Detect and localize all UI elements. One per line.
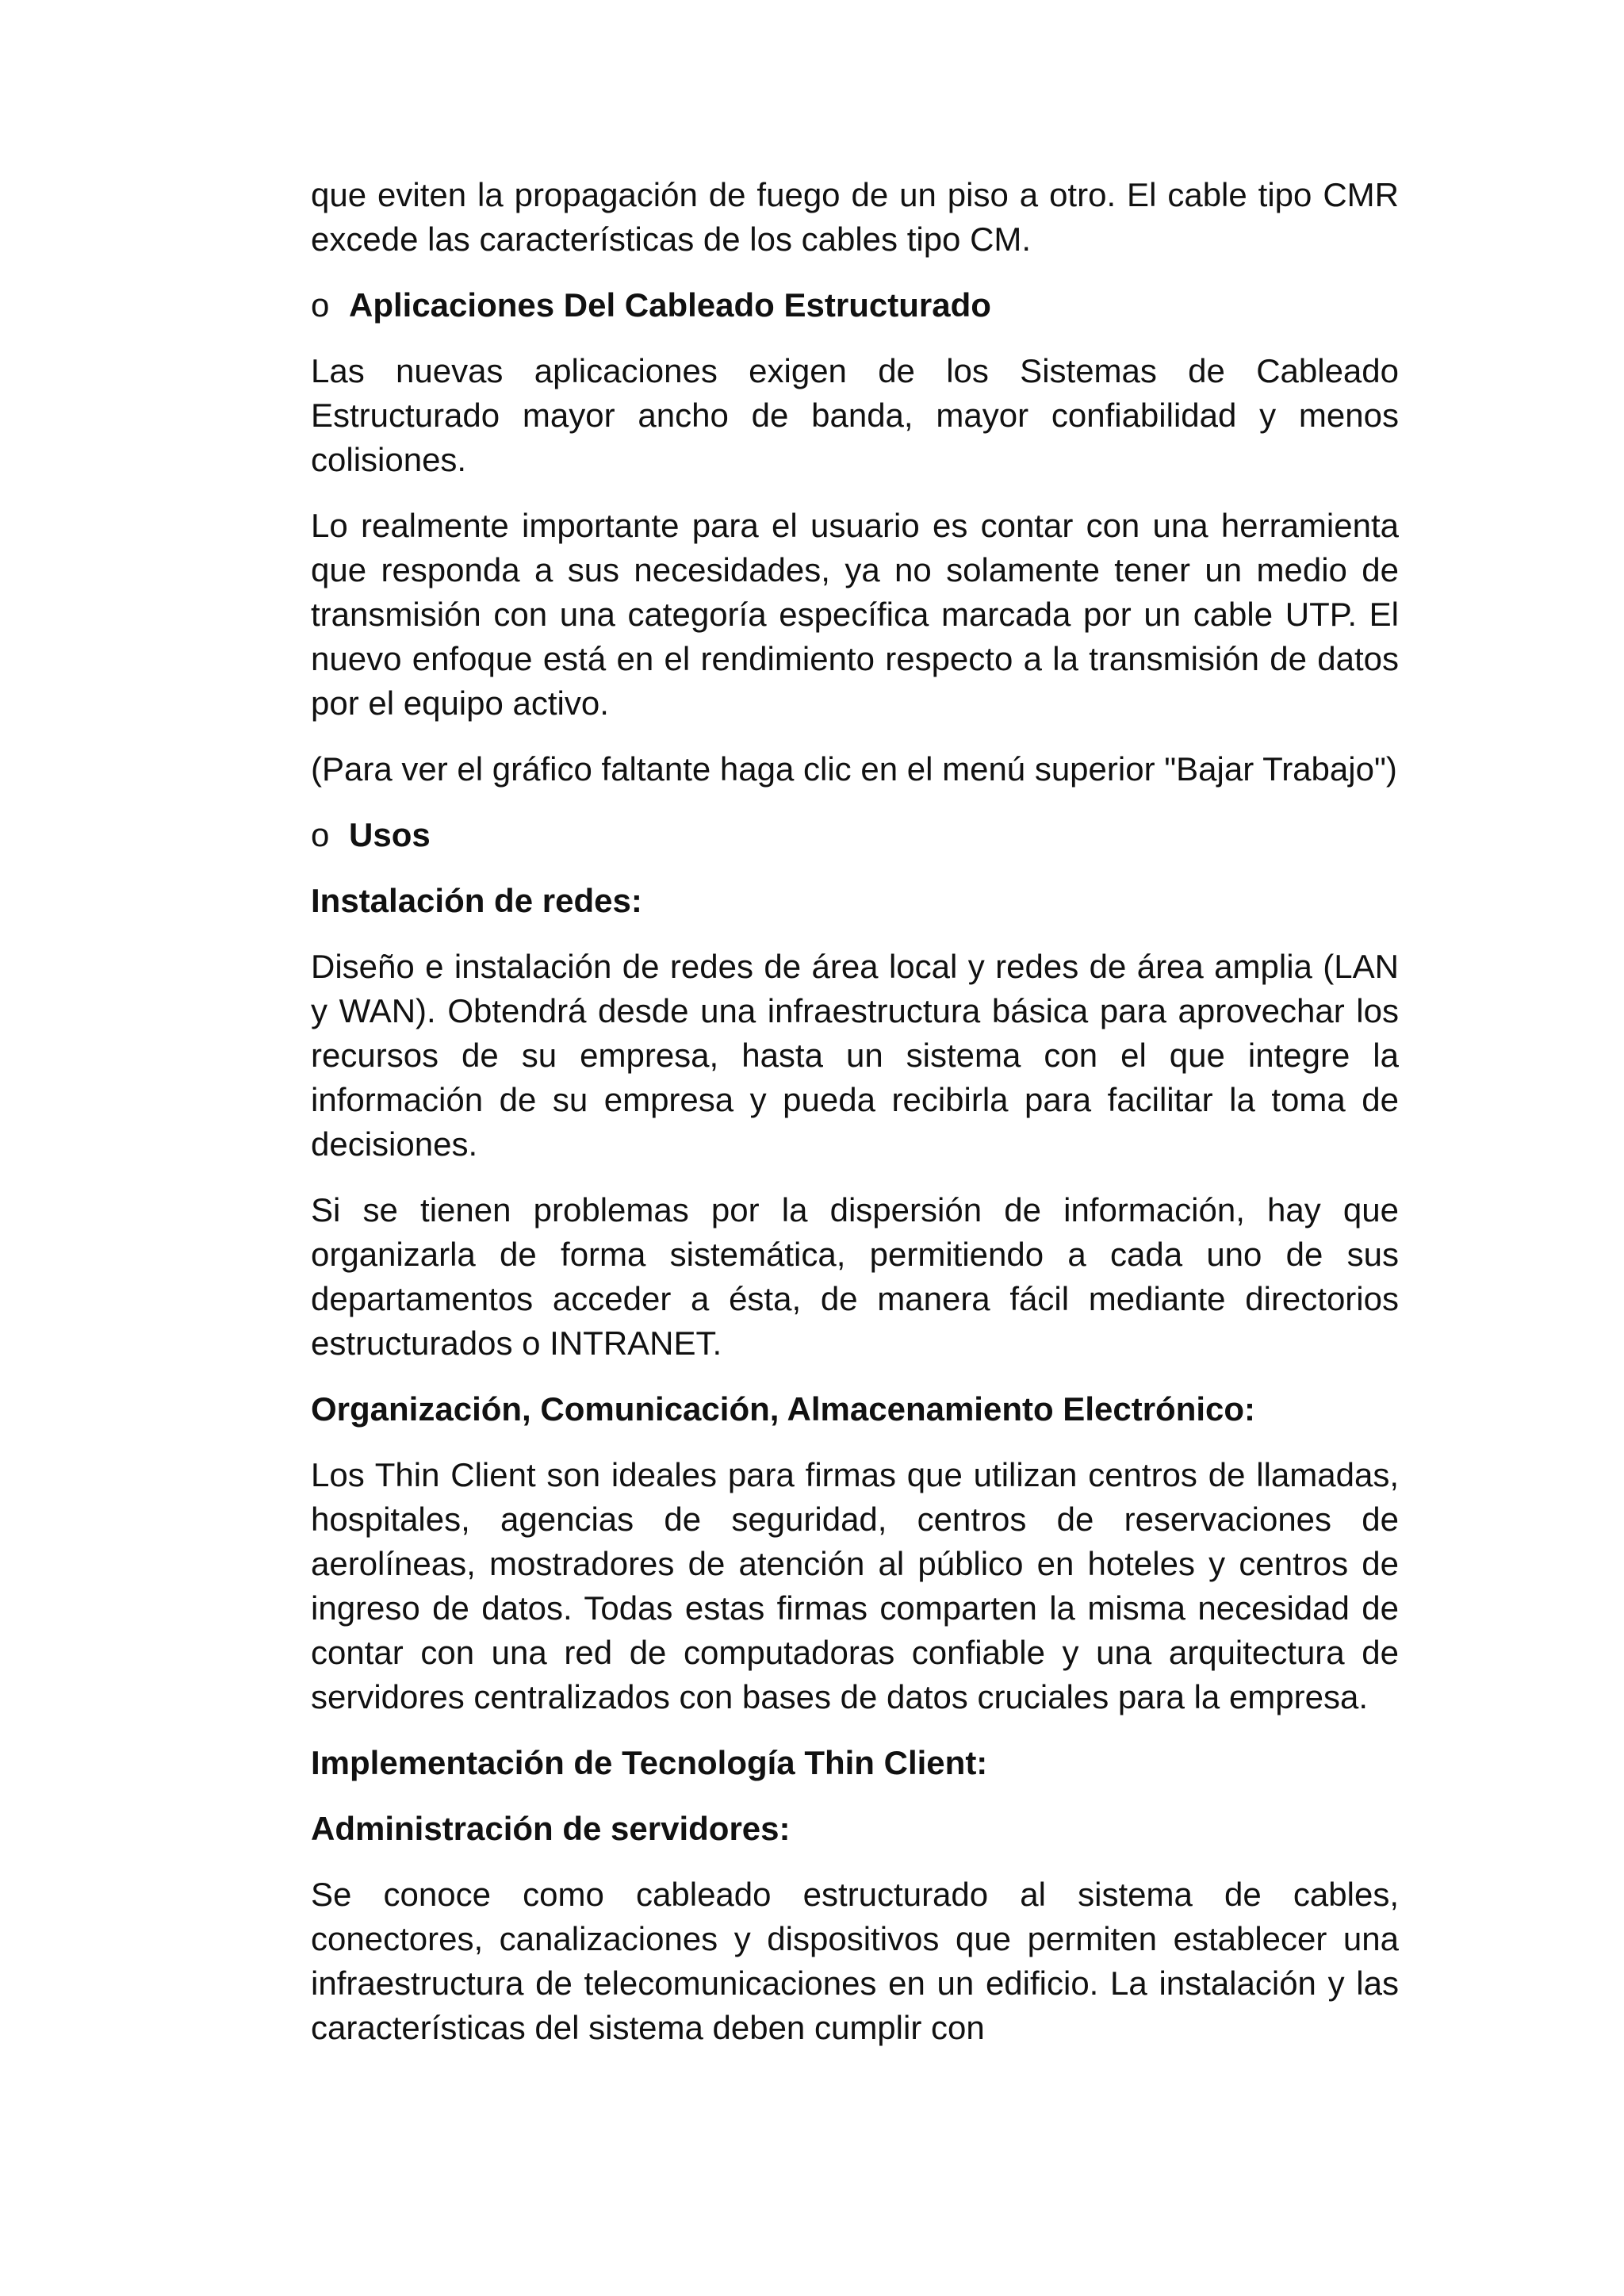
heading-text: Usos: [349, 816, 431, 853]
paragraph-fire-propagation: que eviten la propagación de fuego de un piso a otro. El cable tipo CMR excede las características de los cables tipo CM.: [311, 176, 1399, 258]
subheading-administracion: Administración de servidores:: [311, 1810, 791, 1847]
paragraph-thin-client: Los Thin Client son ideales para firmas que utilizan centros de llamadas, hospitales, agencias de seguridad, centros de reservaciones de aerolíneas, mostradores de atención al público en hoteles y centros de ingreso de datos. Todas estas firmas comparten la misma necesidad de contar con una red de computadoras confiable y una arquitectura de servidores centralizados con bases de datos cruciales para la empresa.: [311, 1456, 1399, 1715]
subheading-organizacion: Organización, Comunicación, Almacenamiento Electrónico:: [311, 1390, 1256, 1428]
heading-text: Aplicaciones Del Cableado Estructurado: [349, 286, 991, 324]
section-heading-usos: [311, 813, 1399, 857]
paragraph-new-applications: Las nuevas aplicaciones exigen de los Sistemas de Cableado Estructurado mayor ancho de banda, mayor confiabilidad y menos colisiones.: [311, 352, 1399, 478]
paragraph-missing-graphic: (Para ver el gráfico faltante haga clic en el menú superior "Bajar Trabajo"): [311, 750, 1397, 788]
bullet-circle-icon: o: [311, 816, 330, 853]
paragraph-structured-cabling: Se conoce como cableado estructurado al sistema de cables, conectores, canalizaciones y dispositivos que permiten establecer una infraestructura de telecomunicaciones en un edificio. La instalación y las características del sistema deben cumplir con: [311, 1876, 1399, 2046]
paragraph-user-importance: Lo realmente importante para el usuario es contar con una herramienta que responda a sus necesidades, ya no solamente tener un medio de transmisión con una categoría específica marcada por un cable UTP. El nuevo enfoque está en el rendimiento respecto a la transmisión de datos por el equipo activo.: [311, 507, 1399, 722]
subheading-implementacion: Implementación de Tecnología Thin Client:: [311, 1744, 988, 1781]
subheading-instalacion: Instalación de redes:: [311, 882, 642, 919]
section-heading-aplicaciones: [311, 283, 1399, 328]
paragraph-network-design: Diseño e instalación de redes de área local y redes de área amplia (LAN y WAN). Obtendrá desde una infraestructura básica para aprovechar los recursos de su empresa, hasta un sistema con el que integre la información de su empresa y pueda recibirla para facilitar la toma de decisiones.: [311, 948, 1399, 1163]
bullet-circle-icon: o: [311, 286, 330, 324]
paragraph-information-dispersion: Si se tienen problemas por la dispersión de información, hay que organizarla de forma sistemática, permitiendo a cada uno de sus departamentos acceder a ésta, de manera fácil mediante directorios estructurados o INTRANET.: [311, 1191, 1399, 1362]
document-page: [311, 173, 1399, 2072]
